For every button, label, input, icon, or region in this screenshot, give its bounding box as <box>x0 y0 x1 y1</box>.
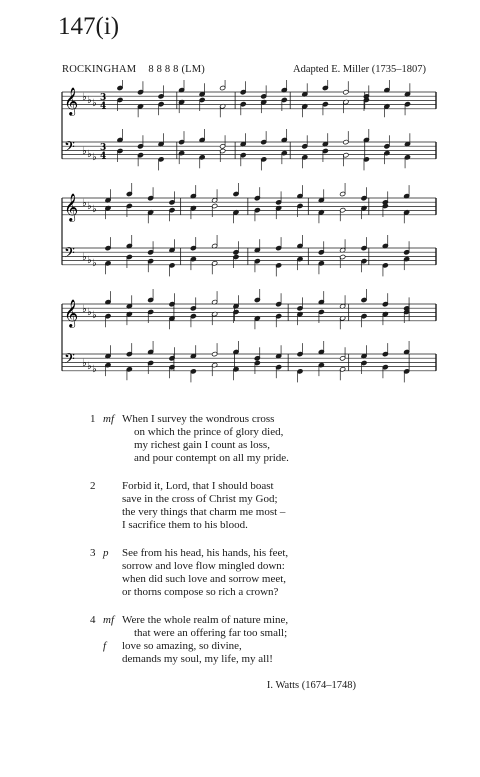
verse-4 <box>90 614 289 666</box>
flat-sign: ♭ <box>87 149 92 160</box>
flat-sign: ♭ <box>87 95 92 106</box>
verse-number: 2 <box>90 480 96 492</box>
time-signature-bottom: 4 <box>100 101 107 112</box>
flat-sign: ♭ <box>82 252 87 263</box>
verse-line: When I survey the wondrous cross <box>122 413 275 425</box>
verse-line: save in the cross of Christ my God; <box>122 493 278 505</box>
flat-sign: ♭ <box>87 361 92 372</box>
verse-number: 1 <box>90 413 96 425</box>
verse-1 <box>90 413 289 465</box>
verse-line-group <box>103 640 289 653</box>
flat-sign: ♭ <box>82 358 87 369</box>
verse-line: the very things that charm me most – <box>122 506 286 518</box>
verse-line: See from his head, his hands, his feet, <box>122 547 289 559</box>
time-signature-bottom: 4 <box>100 151 107 162</box>
treble-clef: 𝄞 <box>64 299 79 327</box>
dynamic-marking: f <box>103 640 107 652</box>
flat-sign: ♭ <box>82 198 87 209</box>
verse-line: demands my soul, my life, my all! <box>122 653 273 665</box>
bass-clef: 𝄢 <box>64 245 75 265</box>
flat-sign: ♭ <box>92 152 97 163</box>
bass-clef: 𝄢 <box>64 139 75 159</box>
flat-sign: ♭ <box>82 92 87 103</box>
verse-line: love so amazing, so divine, <box>122 640 242 652</box>
verse-line: and pour contempt on all my pride. <box>134 452 289 464</box>
verse-line: when did such love and sorrow meet, <box>122 573 287 585</box>
verse-line: on which the prince of glory died, <box>134 426 284 438</box>
flat-sign: ♭ <box>87 201 92 212</box>
flat-sign: ♭ <box>92 204 97 215</box>
verses <box>90 413 289 681</box>
time-signature-top: 3 <box>100 143 107 153</box>
flat-sign: ♭ <box>82 146 87 157</box>
author-credit: I. Watts (1674–1748) <box>266 680 356 691</box>
verse-line: that were an offering far too small; <box>134 627 288 639</box>
music-score <box>60 80 440 400</box>
verse-line: sorrow and love flow mingled down: <box>122 560 285 572</box>
verse-3 <box>90 547 289 599</box>
verse-number: 3 <box>90 547 96 559</box>
verse-line: Were the whole realm of nature mine, <box>122 614 289 626</box>
flat-sign: ♭ <box>92 258 97 269</box>
bass-clef: 𝄢 <box>64 351 75 371</box>
verse-line: Forbid it, Lord, that I should boast <box>122 480 274 492</box>
flat-sign: ♭ <box>92 310 97 321</box>
composer-credit: Adapted E. Miller (1735–1807) <box>293 64 426 75</box>
flat-sign: ♭ <box>92 364 97 375</box>
treble-clef: 𝄞 <box>64 193 79 221</box>
flat-sign: ♭ <box>82 304 87 315</box>
dynamic-marking: mf <box>103 614 114 626</box>
flat-sign: ♭ <box>87 255 92 266</box>
verse-2 <box>90 480 289 532</box>
verse-line: or thorns compose so rich a crown? <box>122 586 279 598</box>
hymn-number: 147(i) <box>58 13 120 40</box>
treble-clef: 𝄞 <box>64 87 79 115</box>
flat-sign: ♭ <box>92 98 97 109</box>
dynamic-marking: mf <box>103 413 114 425</box>
meter: 8 8 8 8 (LM) <box>148 64 205 75</box>
time-signature-top: 3 <box>100 93 107 103</box>
tune-title: ROCKINGHAM <box>62 64 137 75</box>
flat-sign: ♭ <box>87 307 92 318</box>
verse-number: 4 <box>90 614 96 626</box>
verse-line: my richest gain I count as loss, <box>134 439 270 451</box>
score-svg <box>60 80 440 400</box>
verse-line: I sacrifice them to his blood. <box>122 519 248 531</box>
tune-name <box>62 64 205 75</box>
dynamic-marking: p <box>103 547 109 559</box>
